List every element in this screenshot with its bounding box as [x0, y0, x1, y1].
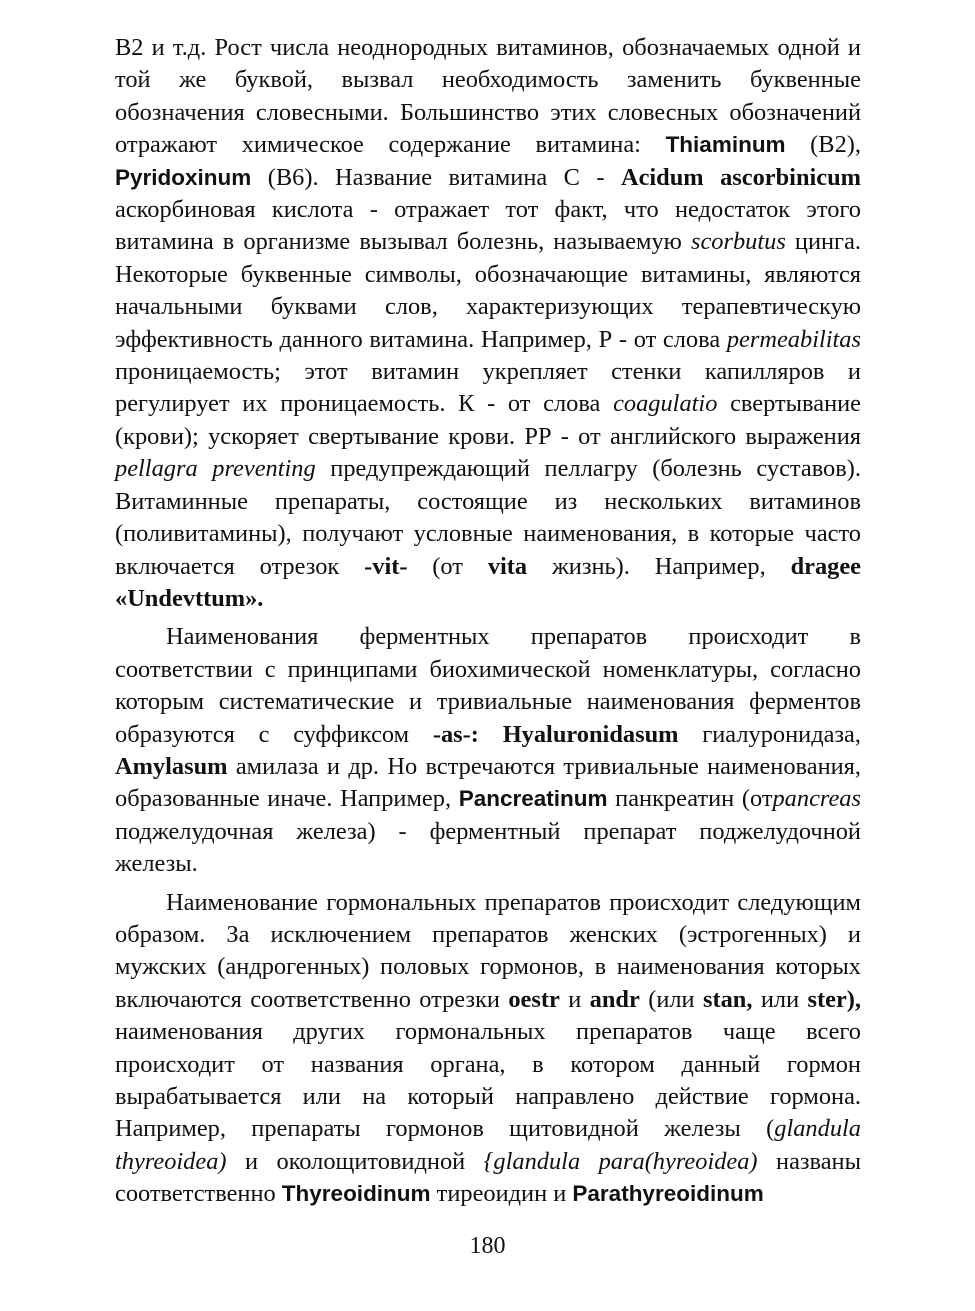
text-run: предупреждающий пеллагру (болезнь суставов). Витаминные препараты, состоящие из нескольких витаминов (поливитамины), получают условные наименования, в которые часто включается отрезок — [115, 455, 861, 580]
italic-term: coagulatio — [613, 390, 718, 418]
text-run: (от — [407, 552, 488, 580]
paragraph-p3 — [115, 887, 861, 1211]
text-run: названы соответственно — [115, 1147, 861, 1208]
text-run: и — [559, 985, 590, 1013]
bold-term: -vit- — [364, 552, 408, 580]
paragraph-p1 — [115, 32, 861, 615]
bold-term: ster), — [807, 985, 862, 1013]
bold-term: dragee «Undevttum». — [115, 552, 861, 612]
text-run: панкреатин (от — [607, 785, 773, 813]
bold-term: Pancreatinum — [458, 786, 608, 812]
text-run: тиреоидин и — [430, 1180, 573, 1208]
text-run: жизнь). Например, — [527, 552, 791, 580]
text-run: и околощитовидной — [226, 1147, 484, 1175]
italic-term: permeabilitas — [726, 325, 861, 353]
text-run: гиалуронидаза, — [678, 720, 861, 748]
italic-term: {glandula para(hyreoidea) — [483, 1147, 758, 1175]
bold-term: Acidum ascorbinicum — [620, 163, 861, 191]
text-run: аскорбиновая кислота - отражает тот факт, что недостаток этого витамина в организме вызывал болезнь, называемую — [115, 196, 861, 256]
text-run: (или — [639, 985, 703, 1013]
italic-term: scorbutus — [690, 228, 786, 256]
paragraph-p2 — [115, 621, 861, 880]
text-run: Наименования ферментных препаратов происходит в соответствии с принципами биохимической номенклатуры, согласно которым систематические и тривиальные наименования ферментов образуются с суффиксом — [115, 623, 861, 748]
bold-term: andr — [589, 985, 640, 1013]
text-run: (В2), — [785, 131, 861, 159]
text-run: Наименование гормональных препаратов происходит следующим образом. За исключением препаратов женских (эстрогенных) и мужских (андрогенных) половых гормонов, в наименования которых включаются соответственно отрезки — [115, 888, 861, 1013]
italic-term: glandula thyreoidea) — [115, 1115, 861, 1175]
text-run: наименования других гормональных препаратов чаще всего происходит от названия органа, в котором данный гормон вырабатывается или на который направлено действие гормона. Например, препараты гормонов щитовидной железы ( — [115, 1018, 861, 1143]
text-run: свертывание (крови); ускоряет свертывание крови. РР - от английского выражения — [115, 390, 862, 450]
bold-term: Amylasum — [115, 752, 228, 780]
text-run: амилаза и др. Но встречаются тривиальные наименования, образованные иначе. Например, — [115, 752, 861, 813]
page-number: 180 — [469, 1233, 506, 1259]
document-body — [115, 32, 861, 1211]
text-run: проницаемость; этот витамин укрепляет стенки капилляров и регулирует их проницаемость. К - от слова — [115, 358, 861, 418]
text-run: В2 и т.д. Рост числа неоднородных витаминов, обозначаемых одной и той же буквой, вызвал необходимость заменить буквенные обозначения словесными. Большинство этих словесных обозначений отражают химическое содержание витамина: — [115, 34, 861, 159]
text-run: цинга. Некоторые буквенные символы, обозначающие витамины, являются начальными буквами слов, характеризующих терапевтическую эффективность данного витамина. Например, Р - от слова — [115, 228, 861, 353]
text-run: или — [752, 985, 808, 1013]
bold-term: Thiaminum — [665, 132, 786, 158]
italic-term: pancreas — [772, 785, 861, 813]
italic-term: pellagra preventing — [115, 455, 316, 483]
bold-term: -as-: Hyaluronidasum — [432, 720, 679, 748]
bold-term: Parathyreoidinum — [572, 1181, 764, 1207]
text-run: поджелудочная железа) - ферментный препарат поджелудочной железы. — [115, 817, 861, 878]
bold-term: oestr — [508, 985, 560, 1013]
bold-term: Pyridoxinum — [115, 164, 252, 190]
text-run: (В6). Название витамина С - — [251, 163, 621, 191]
bold-term: Thyreoidinum — [281, 1181, 431, 1207]
bold-term: stan, — [702, 985, 753, 1013]
bold-term: vita — [487, 552, 528, 580]
